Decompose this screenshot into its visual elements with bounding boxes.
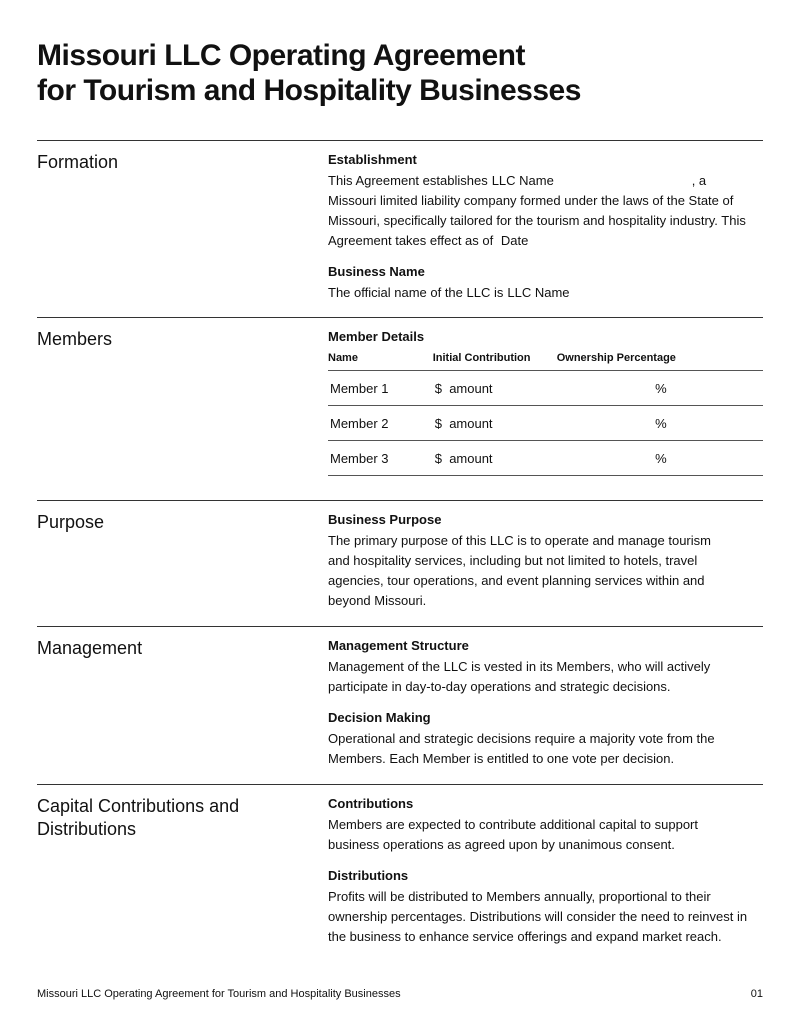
table-row — [328, 441, 763, 476]
member-name-field[interactable]: Member 2 — [328, 406, 433, 441]
date-field[interactable]: Date — [500, 233, 529, 248]
subheading: Business Purpose — [328, 512, 442, 527]
footer-text: Missouri LLC Operating Agreement for Tourism and Hospitality Businesses — [37, 988, 401, 1000]
title-line-2: for Tourism and Hospitality Businesses — [37, 74, 581, 107]
text: , a Missouri limited liability company formed under the laws of the State of Missouri, specifically tailored for the tourism and hospitality industry. This Agreement takes effect as of — [328, 173, 746, 248]
section-management — [37, 626, 763, 785]
percentage-field[interactable]: % — [557, 406, 763, 441]
subheading: Management Structure — [328, 638, 469, 653]
section-members — [37, 317, 763, 501]
percentage-field[interactable]: % — [557, 371, 763, 406]
percentage-field[interactable]: % — [557, 441, 763, 476]
business-name-text — [328, 283, 763, 303]
subheading: Distributions — [328, 868, 409, 883]
footer — [37, 988, 763, 1000]
purpose-text: The primary purpose of this LLC is to operate and manage tourism and hospitality services, including but not limited to hotels, travel agencies, tour operations, and event planning services within and beyond Missouri. — [328, 533, 711, 608]
members-table — [328, 350, 763, 476]
contribution-field[interactable] — [433, 406, 557, 441]
subheading: Contributions — [328, 796, 414, 811]
subheading: Decision Making — [328, 710, 431, 725]
table-row — [328, 406, 763, 441]
currency: $ — [434, 415, 442, 431]
management-text: Management of the LLC is vested in its Members, who will actively participate in day-to-day operations and strategic decisions. — [328, 659, 711, 694]
amount[interactable]: amount — [449, 415, 493, 431]
section-capital — [37, 784, 763, 965]
text: This Agreement establishes — [328, 173, 488, 188]
amount[interactable]: amount — [449, 450, 493, 466]
page-number: 01 — [750, 988, 763, 1000]
title-line-1: Missouri LLC Operating Agreement — [37, 39, 525, 72]
contribution-field[interactable] — [433, 371, 557, 406]
member-name-field[interactable]: Member 3 — [328, 441, 433, 476]
amount[interactable]: amount — [449, 380, 493, 396]
column-header: Ownership Percentage — [557, 350, 763, 371]
llc-name-field[interactable]: LLC Name — [491, 173, 554, 188]
column-header: Initial Contribution — [433, 350, 557, 371]
column-header: Name — [328, 350, 433, 371]
section-heading: Purpose — [37, 512, 105, 532]
table-header — [328, 350, 763, 371]
decision-text: Operational and strategic decisions require a majority vote from the Members. Each Member is entitled to one vote per decision. — [328, 731, 715, 766]
contribution-field[interactable] — [433, 441, 557, 476]
subheading: Member Details — [328, 329, 425, 344]
establishment-text — [328, 171, 753, 251]
subheading: Business Name — [328, 264, 425, 279]
section-heading: Capital Contributions and Distributions — [37, 796, 240, 839]
page-title — [37, 38, 581, 108]
section-purpose — [37, 500, 763, 627]
llc-name-field[interactable]: LLC Name — [507, 285, 570, 300]
section-heading: Management — [37, 638, 143, 658]
currency: $ — [434, 450, 442, 466]
text: The official name of the LLC is — [328, 285, 504, 300]
member-name-field[interactable]: Member 1 — [328, 371, 433, 406]
contributions-text: Members are expected to contribute additional capital to support business operations as agreed upon by unanimous consent. — [328, 817, 698, 852]
section-formation — [37, 140, 763, 318]
subheading: Establishment — [328, 152, 417, 167]
table-row — [328, 371, 763, 406]
distributions-text: Profits will be distributed to Members annually, proportional to their ownership percentages. Distributions will consider the need to reinvest in the business to enhance service offerings and expand market reach. — [328, 889, 748, 944]
currency: $ — [434, 380, 442, 396]
section-heading: Members — [37, 329, 113, 349]
section-heading: Formation — [37, 152, 119, 172]
